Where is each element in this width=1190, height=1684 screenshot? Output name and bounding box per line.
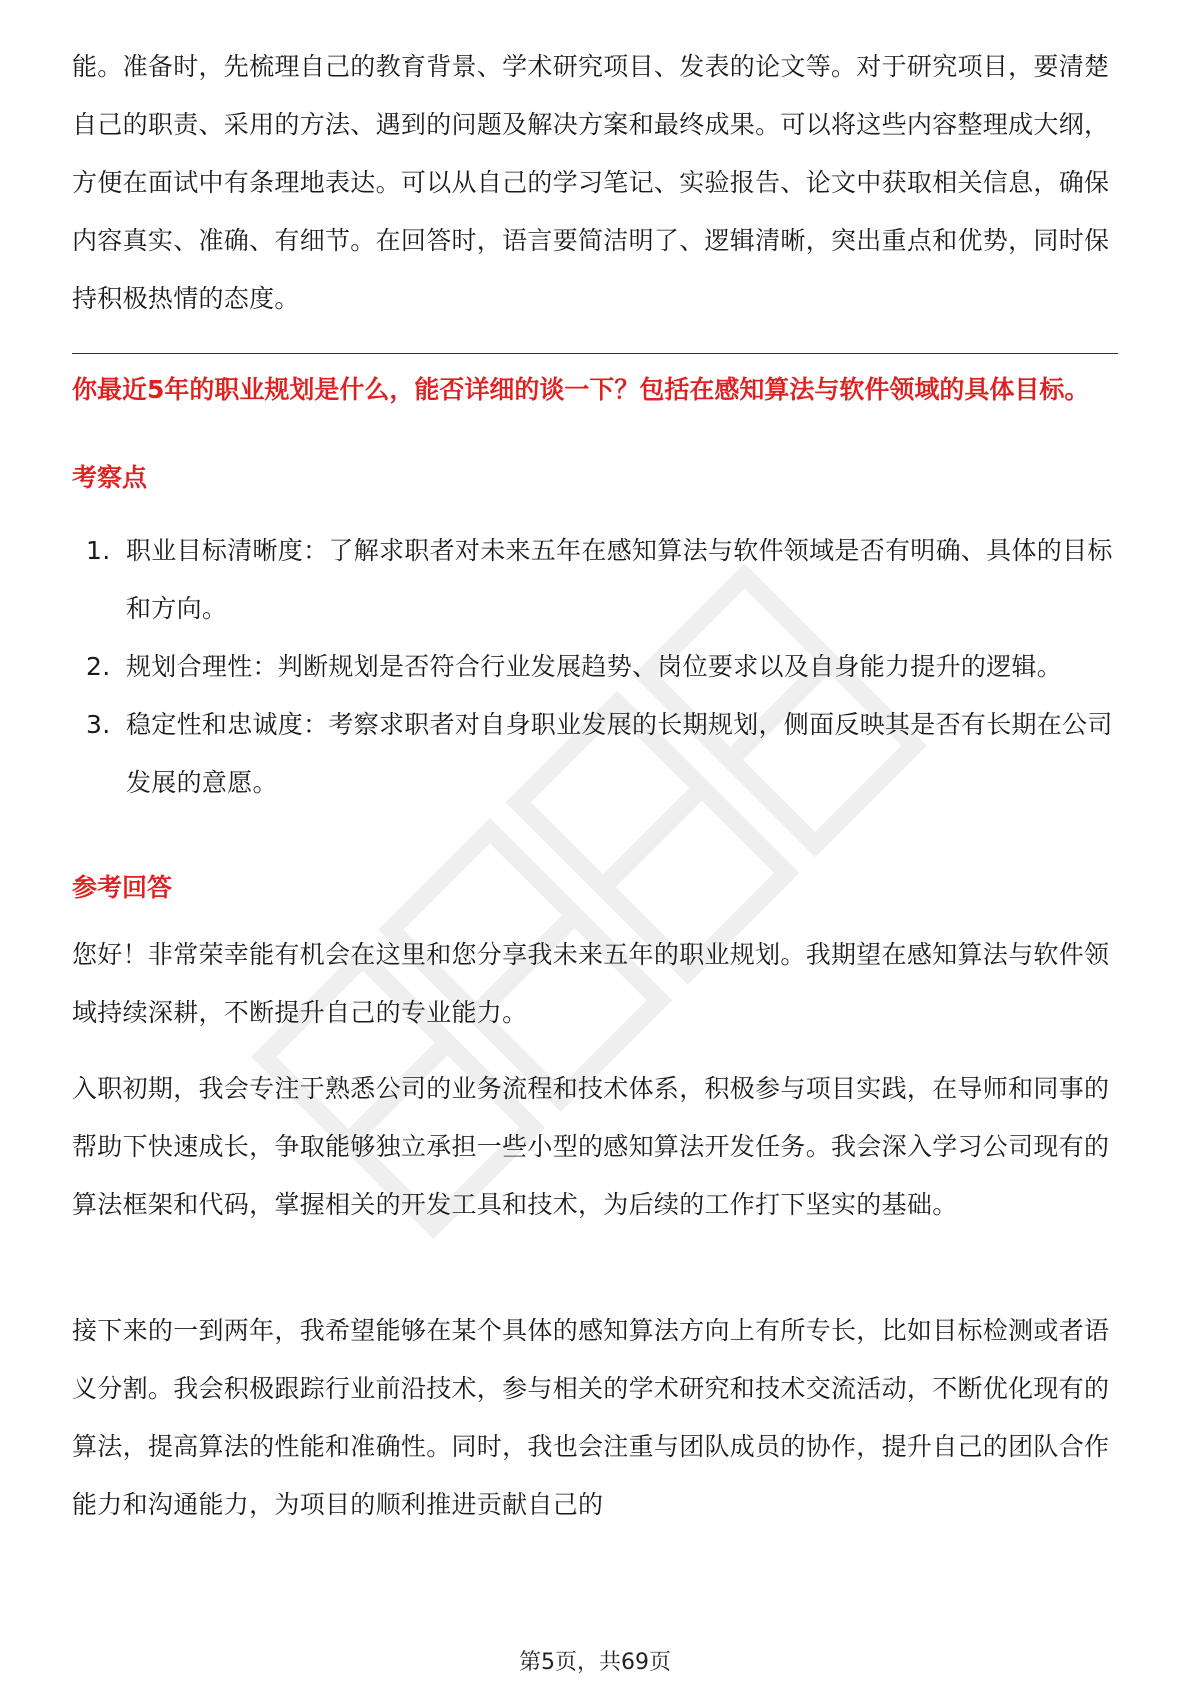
question-heading: 你最近5年的职业规划是什么，能否详细的谈一下？包括在感知算法与软件领域的具体目标。 xyxy=(72,375,1090,404)
intro-paragraph: 能。准备时，先梳理自己的教育背景、学术研究项目、发表的论文等。对于研究项目，要清楚自己的职责、采用的方法、遇到的问题及解决方案和最终成果。可以将这些内容整理成大纲，方便在面试中有条理地表达。可以从自己的学习笔记、实验报告、论文中获取相关信息，确保内容真实、准确、有细节。在回答时，语言要简洁明了、逻辑清晰，突出重点和优势，同时保持积极热情的态度。 xyxy=(72,52,1110,313)
list-item xyxy=(72,522,1118,638)
answer-paragraph: 入职初期，我会专注于熟悉公司的业务流程和技术体系，积极参与项目实践，在导师和同事的帮助下快速成长，争取能够独立承担一些小型的感知算法开发任务。我会深入学习公司现有的算法框架和代码，掌握相关的开发工具和技术，为后续的工作打下坚实的基础。 xyxy=(72,1074,1110,1219)
list-item-text: 规划合理性：判断规划是否符合行业发展趋势、岗位要求以及自身能力提升的逻辑。 xyxy=(126,652,1063,681)
section-divider xyxy=(72,353,1118,354)
assessment-title: 考察点 xyxy=(72,463,148,492)
list-item xyxy=(72,696,1118,812)
list-item-number: 2. xyxy=(86,652,111,681)
list-item xyxy=(72,638,1118,696)
assessment-list xyxy=(72,522,1118,812)
list-item-number: 3. xyxy=(86,710,111,739)
answer-paragraph: 您好！非常荣幸能有机会在这里和您分享我未来五年的职业规划。我期望在感知算法与软件领域持续深耕，不断提升自己的专业能力。 xyxy=(72,940,1110,1027)
answer-paragraph: 接下来的一到两年，我希望能够在某个具体的感知算法方向上有所专长，比如目标检测或者语义分割。我会积极跟踪行业前沿技术，参与相关的学术研究和技术交流活动，不断优化现有的算法，提高算法的性能和准确性。同时，我也会注重与团队成员的协作，提升自己的团队合作能力和沟通能力，为项目的顺利推进贡献自己的 xyxy=(72,1316,1110,1519)
page-number-footer: 第5页，共69页 xyxy=(519,1650,671,1675)
list-item-text: 职业目标清晰度：了解求职者对未来五年在感知算法与软件领域是否有明确、具体的目标和方向。 xyxy=(126,536,1113,623)
answer-title: 参考回答 xyxy=(72,873,173,902)
list-item-text: 稳定性和忠诚度：考察求职者对自身职业发展的长期规划，侧面反映其是否有长期在公司发展的意愿。 xyxy=(126,710,1113,797)
list-item-number: 1. xyxy=(86,536,111,565)
